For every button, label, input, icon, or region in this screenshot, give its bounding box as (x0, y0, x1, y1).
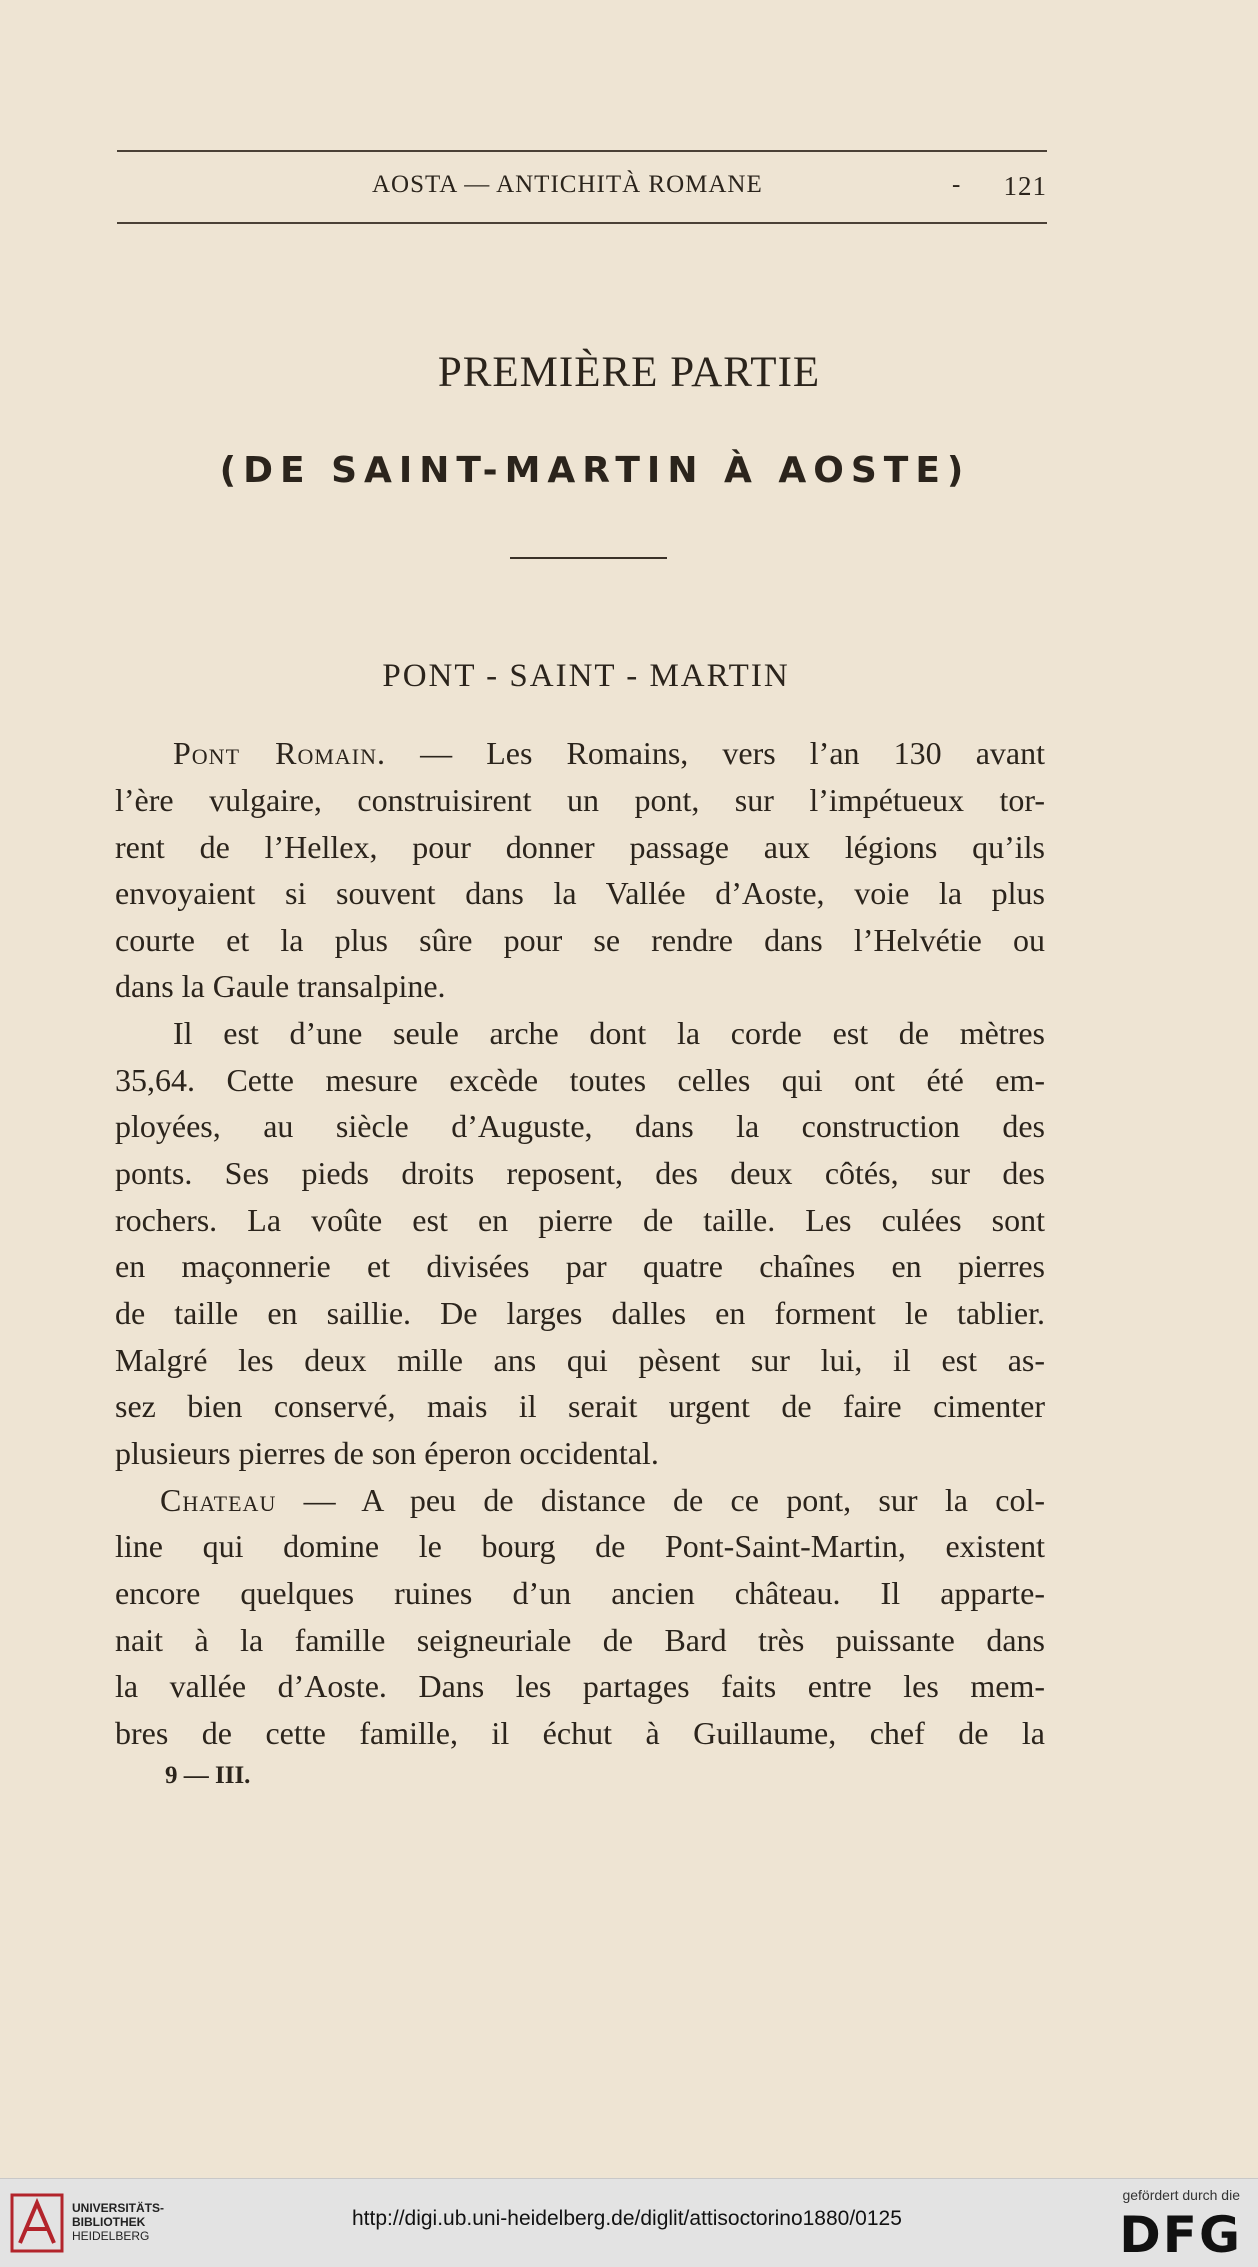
running-title: AOSTA — ANTICHITÀ ROMANE (372, 171, 763, 198)
text-line: rochers. La voûte est en pierre de taille. Les culées sont (115, 1202, 1045, 1238)
part-title: PREMIÈRE PARTIE (437, 349, 821, 396)
text-line: ployées, au siècle d’Auguste, dans la construction des (115, 1108, 1045, 1144)
dfg-logo: DFG (1119, 2206, 1242, 2264)
text-line: sez bien conservé, mais il serait urgent de faire cimenter (115, 1388, 1045, 1424)
title-divider (510, 557, 667, 559)
library-logo-icon (10, 2191, 64, 2255)
running-dash: - (952, 171, 962, 198)
line-text: — Les Romains, vers l’an 130 avant (386, 735, 1045, 771)
text-line: encore quelques ruines d’un ancien château. Il apparte- (115, 1575, 1045, 1611)
line-text: — A peu de distance de ce pont, sur la col- (276, 1482, 1045, 1518)
text-line: courte et la plus sûre pour se rendre dans l’Helvétie ou (115, 922, 1045, 958)
text-line: line qui domine le bourg de Pont-Saint-Martin, existent (115, 1528, 1045, 1564)
text-line: envoyaient si souvent dans la Vallée d’Aoste, voie la plus (115, 875, 1045, 911)
permalink-url[interactable]: http://digi.ub.uni-heidelberg.de/diglit/attisoctorino1880/0125 (352, 2207, 902, 2230)
text-line: la vallée d’Aoste. Dans les partages faits entre les mem- (115, 1668, 1045, 1704)
text-line: nait à la famille seigneuriale de Bard très puissante dans (115, 1622, 1045, 1658)
text-line (160, 1480, 1045, 1520)
logo-line: HEIDELBERG (72, 2229, 150, 2243)
text-line: rent de l’Hellex, pour donner passage aux légions qu’ils (115, 829, 1045, 865)
part-subtitle: (DE SAINT-MARTIN À AOSTE) (219, 450, 971, 491)
text-line: bres de cette famille, il échut à Guillaume, chef de la (115, 1715, 1045, 1751)
text-line: l’ère vulgaire, construisirent un pont, sur l’impétueux tor- (115, 782, 1045, 818)
header-rule-bottom (117, 222, 1047, 224)
library-logo-text (72, 2201, 164, 2243)
text-line: Malgré les deux mille ans qui pèsent sur lui, il est as- (115, 1342, 1045, 1378)
text-line: dans la Gaule transalpine. (115, 968, 446, 1004)
text-line: 35,64. Cette mesure excède toutes celles qui ont été em- (115, 1062, 1045, 1098)
text-line: ponts. Ses pieds droits reposent, des deux côtés, sur des (115, 1155, 1045, 1191)
paragraph-label: Pont Romain. (173, 735, 386, 771)
page-number: 121 (1003, 171, 1047, 201)
text-line: en maçonnerie et divisées par quatre chaînes en pierres (115, 1248, 1045, 1284)
text-line: de taille en saillie. De larges dalles en forment le tablier. (115, 1295, 1045, 1331)
text-line: Il est d’une seule arche dont la corde est de mètres (173, 1015, 1045, 1051)
paragraph-label: Chateau (160, 1482, 277, 1518)
running-header (117, 168, 1047, 204)
header-rule-top (117, 150, 1047, 152)
text-line: plusieurs pierres de son éperon occidental. (115, 1435, 659, 1471)
text-line (173, 733, 1045, 773)
section-title: PONT - SAINT - MARTIN (382, 658, 790, 694)
logo-line: UNIVERSITÄTS- (72, 2201, 165, 2215)
viewer-footer (0, 2178, 1258, 2267)
signature-mark: 9 — III. (165, 1762, 251, 1789)
logo-line: BIBLIOTHEK (72, 2215, 146, 2229)
funder-note: gefördert durch die (1122, 2187, 1240, 2203)
